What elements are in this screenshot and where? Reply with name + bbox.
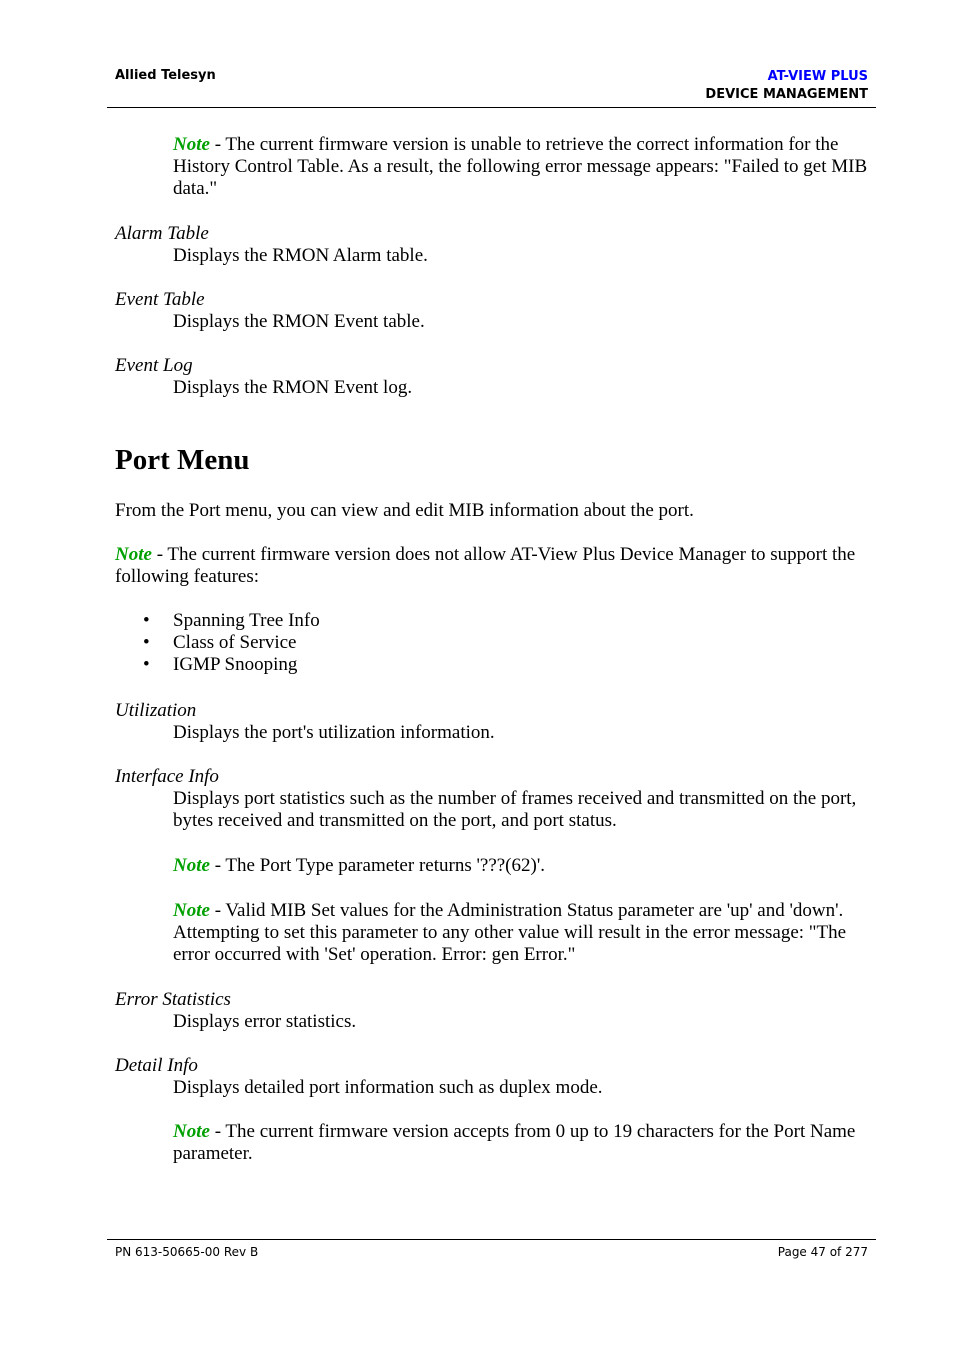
bullet: • xyxy=(143,654,150,675)
desc-event-log: Displays the RMON Event log. xyxy=(173,377,413,398)
note-label: Note xyxy=(173,855,210,876)
list-item xyxy=(115,654,320,676)
term-utilization: Utilization xyxy=(115,700,197,721)
desc-event-table: Displays the RMON Event table. xyxy=(173,311,425,332)
desc-error-statistics: Displays error statistics. xyxy=(173,1011,357,1032)
unsupported-features-list xyxy=(115,610,320,676)
footer-rule xyxy=(107,1239,876,1240)
header-company: Allied Telesyn xyxy=(115,68,216,83)
list-item xyxy=(115,632,320,654)
note-text: - The Port Type parameter returns '???(62)'. xyxy=(214,855,546,876)
note-text: - Valid MIB Set values for the Administration Status parameter are 'up' and 'down'. Attempting to set this parameter to any other value will result in the error message: "The error occurred with 'Set' operation. Error: gen Error." xyxy=(173,900,847,965)
list-item xyxy=(115,610,320,632)
desc-interface-info: Displays port statistics such as the number of frames received and transmitted on the port, bytes received and transmitted on the port, and port status. xyxy=(173,788,857,831)
bullet: • xyxy=(143,632,150,653)
interface-note-port-type xyxy=(173,855,873,877)
list-item-text: Class of Service xyxy=(173,632,297,653)
note-text: - The current firmware version does not allow AT-View Plus Device Manager to support the following features: xyxy=(115,544,856,587)
header-product: AT-VIEW PLUS xyxy=(767,69,868,84)
intro-note-paragraph xyxy=(173,134,873,200)
note-label: Note xyxy=(173,900,210,921)
desc-alarm-table: Displays the RMON Alarm table. xyxy=(173,245,428,266)
header-section: DEVICE MANAGEMENT xyxy=(705,87,868,102)
footer-page-number: Page 47 of 277 xyxy=(777,1245,868,1259)
list-item-text: IGMP Snooping xyxy=(173,654,298,675)
term-alarm-table: Alarm Table xyxy=(115,223,209,244)
term-interface-info: Interface Info xyxy=(115,766,219,787)
bullet: • xyxy=(143,610,150,631)
interface-note-admin-status xyxy=(173,900,873,966)
section-intro: From the Port menu, you can view and edit MIB information about the port. xyxy=(115,500,694,521)
header-title-block xyxy=(705,68,868,104)
features-note-paragraph xyxy=(115,544,873,588)
footer-part-number: PN 613-50665-00 Rev B xyxy=(115,1245,259,1259)
term-error-statistics: Error Statistics xyxy=(115,989,231,1010)
header-rule xyxy=(107,107,876,108)
note-text: - The current firmware version accepts from 0 up to 19 characters for the Port Name parameter. xyxy=(173,1121,856,1164)
note-text: - The current firmware version is unable to retrieve the correct information for the History Control Table. As a result, the following error message appears: "Failed to get MIB data." xyxy=(173,134,868,199)
note-label: Note xyxy=(115,544,152,565)
term-event-log: Event Log xyxy=(115,355,193,376)
desc-detail-info: Displays detailed port information such as duplex mode. xyxy=(173,1077,603,1098)
note-label: Note xyxy=(173,1121,210,1142)
term-detail-info: Detail Info xyxy=(115,1055,198,1076)
term-event-table: Event Table xyxy=(115,289,205,310)
note-label: Note xyxy=(173,134,210,155)
section-title: Port Menu xyxy=(115,444,250,476)
desc-utilization: Displays the port's utilization information. xyxy=(173,722,495,743)
list-item-text: Spanning Tree Info xyxy=(173,610,320,631)
detail-note-port-name xyxy=(173,1121,873,1165)
